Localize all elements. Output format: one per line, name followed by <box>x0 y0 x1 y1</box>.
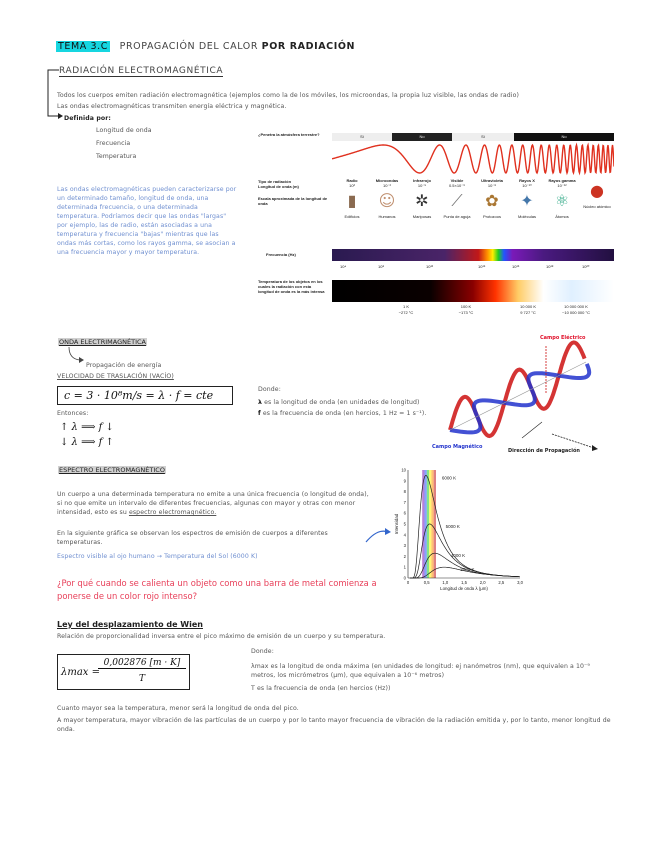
y-axis-title: Intensidad <box>394 513 399 535</box>
scale-object-icon: ✿ <box>485 191 499 210</box>
x-tick-label: 1,0 <box>442 580 449 585</box>
entonces-label: Entonces: <box>57 410 89 417</box>
scale-object-label: Moléculas <box>517 214 536 219</box>
series-label: 4000 K <box>450 553 466 559</box>
x-tick-label: 2,5 <box>498 580 505 585</box>
frequency-bar <box>332 249 614 261</box>
y-tick-label: 5 <box>403 521 406 527</box>
temperature-celsius: −272 °C <box>398 310 414 315</box>
electric-field-label: Campo Eléctrico <box>540 335 586 341</box>
onda-heading: ONDA ELECTRIMAGNÉTICA <box>59 338 146 346</box>
atm-yes: Sí <box>452 133 514 141</box>
blue-arrow-icon <box>364 526 392 544</box>
scale-object-icon: ✦ <box>520 191 534 210</box>
title-bold: POR RADIACIÓN <box>261 41 356 52</box>
temperature-celsius: −173 °C <box>458 310 474 315</box>
handwritten-note: Las ondas electromagnéticas pueden caracterizarse por un determinado tamaño, longitud de onda, una determinada frecuencia, o una determinada temperatura. Podríamos decir que las ondas "largas" por ejemplo, las de radio, están asociadas a una temperatura y frecuencia "bajas" mientras que las ondas más cortas, como los rayos gamma, se asocian a una frecuencia mayor y mayor temperatura. <box>57 186 237 256</box>
visible-band <box>431 470 433 578</box>
em-spectrum-diagram <box>256 128 616 320</box>
series-label: 5000 K <box>445 524 460 529</box>
frequency-label: Frecuencia (Hz) <box>266 252 296 257</box>
radiation-type: Ultravioleta <box>481 178 503 183</box>
y-tick-label: 3 <box>403 543 406 549</box>
frequency-tick: 10⁴ <box>340 264 347 269</box>
def-item: Temperatura <box>96 153 137 160</box>
frequency-tick: 10¹⁵ <box>478 264 486 269</box>
em-wave-illustration <box>426 334 606 458</box>
defined-by-label: Definida por: <box>64 115 111 122</box>
page-title <box>56 41 355 52</box>
wavelength-value: 10⁻⁸ <box>487 183 497 188</box>
spectrum-column <box>544 178 580 219</box>
lambda-def: λ es la longitud de onda (en unidades de longitud) <box>258 399 420 406</box>
y-tick-label: 9 <box>403 478 406 484</box>
y-tick-label: 6 <box>403 510 406 516</box>
radiation-type: Rayos gamma <box>548 178 576 183</box>
espectro-paragraph-2: En la siguiente gráfica se observan los espectros de emisión de cuerpos a diferentes temperaturas. <box>57 530 328 546</box>
x-tick-label: 1,5 <box>461 580 467 585</box>
radiation-type: Microondas <box>375 178 399 183</box>
visible-band <box>434 470 436 578</box>
scale-object-icon: ▮ <box>347 191 357 210</box>
x-tick-label: 3,0 <box>517 580 523 585</box>
y-tick-label: 0 <box>403 575 406 581</box>
sun-temp-note: Espectro visible al ojo humano → Temperatura del Sol (6000 K) <box>57 553 258 560</box>
chart-svg <box>394 466 526 594</box>
velocity-label: VELOCIDAD DE TRASLACIÓN (VACÍO) <box>57 373 174 380</box>
temperature-kelvin: 10 000 K <box>519 304 536 309</box>
wien-heading: Ley del desplazamiento de Wien <box>57 620 203 629</box>
donde-label: Donde: <box>258 386 281 393</box>
x-tick-label: 0,5 <box>423 580 430 585</box>
spectrum-column <box>474 178 510 219</box>
frequency-tick: 10¹² <box>426 264 434 269</box>
wavelength-value: 10⁻¹² <box>557 183 567 188</box>
topic-tag: TEMA 3.C <box>58 41 109 52</box>
spectrum-column <box>439 178 475 219</box>
temperature-celsius: ~10 000 000 °C <box>562 310 590 315</box>
y-tick-label: 2 <box>403 553 406 559</box>
propagation-text: Propagación de energía <box>86 362 162 369</box>
temperature-kelvin: 1 K <box>402 304 409 309</box>
x-tick-label: 2,0 <box>479 580 486 585</box>
atm-no: No <box>392 133 452 141</box>
question-text: ¿Por qué cuando se calienta un objeto como una barra de metal comienza a ponerse de un color rojo intenso? <box>57 578 377 601</box>
radiation-type: Infrarrojo <box>413 178 431 183</box>
frequency-tick: 10¹⁶ <box>512 264 520 269</box>
series-label: 6000 K <box>441 475 457 481</box>
wavelength-value: 10³ <box>349 183 355 188</box>
wavelength-value: 10⁻² <box>383 183 391 188</box>
wien-lhs: λmax = <box>61 667 100 678</box>
magnetic-field-label: Campo Magnético <box>432 444 483 450</box>
title-text: PROPAGACIÓN DEL CALOR <box>119 41 259 52</box>
x-tick-label: 0 <box>406 580 410 585</box>
scale-label: Escala aproximada de la longitud de onda <box>258 196 328 206</box>
wien-conclusion-2: A mayor temperatura, mayor vibración de las partículas de un cuerpo y por lo tanto mayor frecuencia de vibración de la radiación emitida y, por lo tanto, menor longitud de onda. <box>57 717 611 733</box>
temperature-kelvin: 100 K <box>460 304 472 309</box>
spectrum-column <box>579 178 615 209</box>
temperature-label: Temperatura de los objetos en los cuales la radiación con esta longitud de onda es la más intensa <box>258 279 325 294</box>
y-tick-label: 7 <box>403 499 406 505</box>
scale-object-label: Mariposas <box>412 214 432 219</box>
wien-conclusion-1: Cuanto mayor sea la temperatura, menor será la longitud de onda del pico. <box>57 705 299 712</box>
velocity-formula: c = 3 · 10⁸m/s = λ · f = cte <box>57 386 233 405</box>
section-radiacion-heading: RADIACIÓN ELECTROMAGNÉTICA <box>59 66 224 76</box>
wavelength-value: 0.5×10⁻⁶ <box>448 183 466 188</box>
spectrum-column <box>369 178 405 219</box>
espectro-heading: ESPECTRO ELECTROMAGNÉTICO <box>59 466 165 474</box>
donde-label: Donde: <box>251 648 274 655</box>
wien-formula-box <box>57 654 190 690</box>
scale-object-icon: ✲ <box>415 191 429 210</box>
scale-object-label: Humanos <box>378 214 396 219</box>
scale-object-label: Protozoos <box>482 214 501 219</box>
scale-object-label: Edificios <box>344 214 360 219</box>
scale-object-label: Átomos <box>555 214 569 219</box>
intro-text-2: Las ondas electromagnéticas transmiten energía eléctrica y magnética. <box>57 103 287 110</box>
intro-text-1: Todos los cuerpos emiten radiación electromagnética (ejemplos como la de los móviles, los microondas, la propia luz visible, las ondas de radio) <box>57 92 519 99</box>
x-axis-title: Longitud de onda λ (μm) <box>440 586 488 591</box>
def-item: Frecuencia <box>96 140 131 147</box>
planck-chart <box>394 466 526 594</box>
wien-def-2: T es la frecuencia de onda (en hercios (Hz)) <box>251 685 391 692</box>
spectrum-column <box>334 178 370 219</box>
scale-object-label: Núcleo atómico <box>583 204 611 209</box>
atm-yes: Sí <box>332 133 392 141</box>
wavelength-value: 10⁻⁵ <box>417 183 427 188</box>
series-label: 3000 K <box>460 567 475 573</box>
espectro-paragraph: Un cuerpo a una determinada temperatura no emite a una única frecuencia (o longitud de onda), si no que emite un intervalo de diferentes frecuencias, algunas con mayor y otras con menor intensidad, esto es su espectro electromagnético. <box>57 491 369 516</box>
y-tick-label: 4 <box>403 532 406 538</box>
relation-1: ↑ λ ⟹ f ↓ <box>60 422 114 433</box>
temperature-kelvin: 10 000 000 K <box>564 304 588 309</box>
y-tick-label: 10 <box>401 467 406 473</box>
relation-2: ↓ λ ⟹ f ↑ <box>60 437 114 448</box>
scale-object-icon: ☺ <box>378 191 396 210</box>
f-def: f es la frecuencia de onda (en hercios, 1 Hz = 1 s⁻¹). <box>258 410 427 417</box>
temperature-celsius: 9 727 °C <box>520 310 536 315</box>
wien-denominator: T <box>138 674 145 684</box>
y-tick-label: 1 <box>403 564 406 570</box>
scale-object-label: Punta de aguja <box>443 214 471 219</box>
radiation-type: Radio <box>346 178 358 183</box>
atm-no: No <box>514 133 614 141</box>
wien-numerator: 0,002876 [m · K] <box>98 658 186 669</box>
wien-intro: Relación de proporcionalidad inversa entre el pico máximo de emisión de un cuerpo y su temperatura. <box>57 633 386 640</box>
wave-graphic <box>332 142 614 176</box>
frequency-tick: 10¹⁸ <box>546 264 554 269</box>
scale-object-icon: ⟋ <box>451 191 463 210</box>
frequency-tick: 10⁸ <box>378 264 385 269</box>
propagation-direction-label: Dirección de Propagación <box>508 448 580 454</box>
def-item: Longitud de onda <box>96 127 152 134</box>
curve-arrow-icon <box>66 345 86 365</box>
scale-object-icon: ● <box>590 181 604 200</box>
spectrum-column <box>509 178 545 219</box>
wavelength-value: 10⁻¹⁰ <box>522 183 532 188</box>
scale-object-icon: ⚛ <box>554 191 570 210</box>
temperature-bar <box>332 280 614 302</box>
spectrum-column <box>404 178 440 219</box>
atmosphere-label: ¿Penetra la atmósfera terrestre? <box>258 132 320 137</box>
frequency-tick: 10²⁰ <box>582 264 590 269</box>
wien-def-1: λmax es la longitud de onda máxima (en unidades de longitud: ej nanómetros (nm), que equivalen a 10⁻⁹ metros, los micrómetros (μm), que equivalen a 10⁻⁶ metros) <box>251 663 591 679</box>
radiation-type: Rayos X <box>519 178 535 183</box>
y-tick-label: 8 <box>403 489 406 495</box>
type-label: Tipo de radiación Longitud de onda (m) <box>258 179 299 189</box>
radiation-type: Visible <box>450 178 464 183</box>
